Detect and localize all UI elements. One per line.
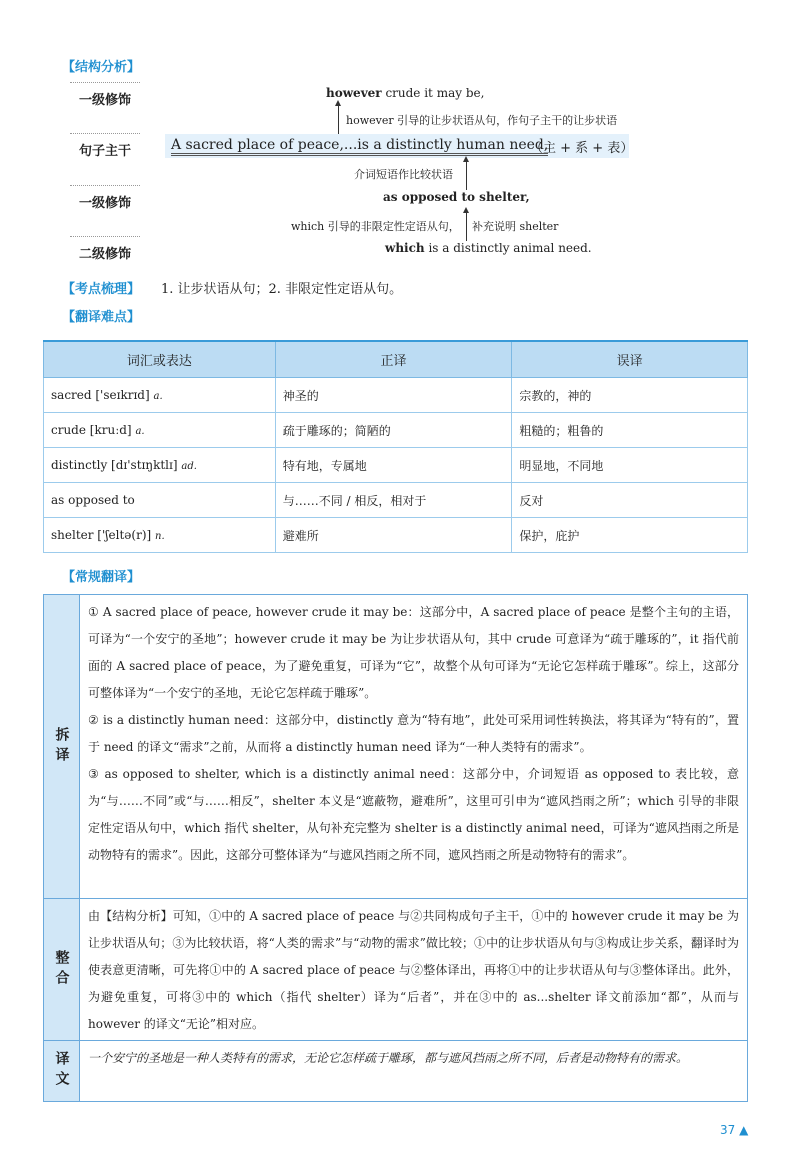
final-translation-box	[43, 1040, 748, 1102]
level-label-2: 句子主干	[70, 133, 140, 159]
up-arrow-icon	[338, 104, 339, 134]
wrong-cell: 粗糙的；粗鲁的	[512, 413, 748, 448]
merge-paragraph: 由【结构分析】可知，①中的 A sacred place of peace 与②共同构成句子主干，①中的 however crude it may be 为让步状语从句；③为比较状语，将“人类的需求”与“动物的需求”做比较；①中的让步状语从句与③构成让步关系，翻译时为使表意更清晰，可先将①中的 A sacred place of peace 与②整体译出，再将①中的让步状语从句与③整体译出。此外，为避免重复，可将③中的 which（指代 shelter）译为“后者”，并在③中的 as...shelter 译文前添加“都”，从而与 however 的译文“无论”相对应。	[88, 909, 739, 1031]
final-paragraph: 一个安宁的圣地是一种人类特有的需求，无论它怎样疏于雕琢，都与遮风挡雨之所不同，后者是动物特有的需求。	[88, 1051, 689, 1065]
merge-content	[88, 903, 739, 1038]
word-cell: shelter ['ʃeltə(r)] n.	[44, 518, 276, 553]
graduation-cap-icon: ▲	[739, 1123, 749, 1137]
split-paragraph-2: ② is a distinctly human need：这部分中，distinctly 意为“特有地”，此处可采用词性转换法，将其译为“特有的”，置于 need 的译文“需求”之前，从而将 a distinctly human need 译为“一种人类特有的需求”。	[88, 713, 739, 754]
level-label-1: 一级修饰	[70, 82, 140, 108]
split-paragraph-3: ③ as opposed to shelter, which is a distinctly animal need：这部分中，介词短语 as opposed to 表比较，意为“与……不同”或“与……相反”，shelter 本义是“遮蔽物，避难所”，这里可引申为“遮风挡雨之所”；which 引导的非限定性定语从句中，which 指代 shelter，从句补充完整为 shelter is a distinctly animal need，可译为“遮风挡雨之所是动物特有的需求”。因此，这部分可整体译为“与遮风挡雨之所不同，遮风挡雨之所是动物特有的需求”。	[88, 767, 739, 862]
main-formula: （主 + 系 + 表）	[530, 141, 634, 156]
word-cell: crude [kruːd] a.	[44, 413, 276, 448]
table-row	[44, 483, 748, 518]
table-row	[44, 378, 748, 413]
merge-translation-box	[43, 898, 748, 1041]
table-row	[44, 413, 748, 448]
merge-label-cell: 整合	[44, 899, 80, 1040]
section-title-translation: 【常规翻译】	[62, 570, 141, 585]
as-opposed-phrase: as opposed to shelter,	[383, 190, 530, 204]
level-label-4: 二级修饰	[70, 236, 140, 262]
section-title-structure: 【结构分析】	[62, 60, 141, 75]
correct-cell: 神圣的	[275, 378, 512, 413]
word-cell: distinctly [dɪ'stɪŋktlɪ] ad.	[44, 448, 276, 483]
correct-cell: 疏于雕琢的；简陋的	[275, 413, 512, 448]
points-text: 1. 让步状语从句；2. 非限定性定语从句。	[161, 282, 403, 297]
however-clause: however crude it may be,	[326, 86, 485, 100]
section-title-points: 【考点梳理】	[62, 282, 141, 297]
main-clause: A sacred place of peace,...is a distinctly human need,	[171, 137, 548, 156]
which-note-tail: 补充说明 shelter	[472, 220, 559, 233]
table-row	[44, 518, 748, 553]
correct-cell: 特有地，专属地	[275, 448, 512, 483]
split-label-cell: 拆译	[44, 595, 80, 898]
split-content	[88, 599, 739, 869]
up-arrow-icon	[466, 211, 467, 241]
word-cell: as opposed to	[44, 483, 276, 518]
final-content	[88, 1045, 739, 1072]
correct-cell: 与……不同 / 相反，相对于	[275, 483, 512, 518]
section-title-difficulties: 【翻译难点】	[62, 310, 141, 325]
header-correct: 正译	[275, 341, 512, 378]
level-label-3: 一级修饰	[70, 185, 140, 211]
vocab-table	[43, 340, 748, 553]
however-note: however 引导的让步状语从句，作句子主干的让步状语	[346, 114, 618, 127]
wrong-cell: 宗教的，神的	[512, 378, 748, 413]
which-clause: which is a distinctly animal need.	[385, 241, 592, 255]
header-wrong: 误译	[512, 341, 748, 378]
final-label-cell: 译文	[44, 1041, 80, 1101]
prep-note: 介词短语作比较状语	[354, 168, 453, 181]
up-arrow-icon	[466, 160, 467, 190]
split-paragraph-1: ① A sacred place of peace, however crude it may be：这部分中，A sacred place of peace 是整个主句的主语，可译为“一个安宁的圣地”；however crude it may be 为让步状语从句，其中 crude 可意译为“疏于雕琢的”，it 指代前面的 A sacred place of peace，为了避免重复，可译为“它”，故整个从句可译为“无论它怎样疏于雕琢”。综上，这部分可整体译为“一个安宁的圣地，无论它怎样疏于雕琢”。	[88, 605, 739, 700]
page-number: 37 ▲	[720, 1123, 749, 1137]
wrong-cell: 保护，庇护	[512, 518, 748, 553]
correct-cell: 避难所	[275, 518, 512, 553]
which-note: which 引导的非限定性定语从句，	[291, 220, 460, 233]
wrong-cell: 明显地，不同地	[512, 448, 748, 483]
table-header-row	[44, 341, 748, 378]
split-translation-box	[43, 594, 748, 899]
word-cell: sacred ['seɪkrɪd] a.	[44, 378, 276, 413]
wrong-cell: 反对	[512, 483, 748, 518]
header-word: 词汇或表达	[44, 341, 276, 378]
table-row	[44, 448, 748, 483]
